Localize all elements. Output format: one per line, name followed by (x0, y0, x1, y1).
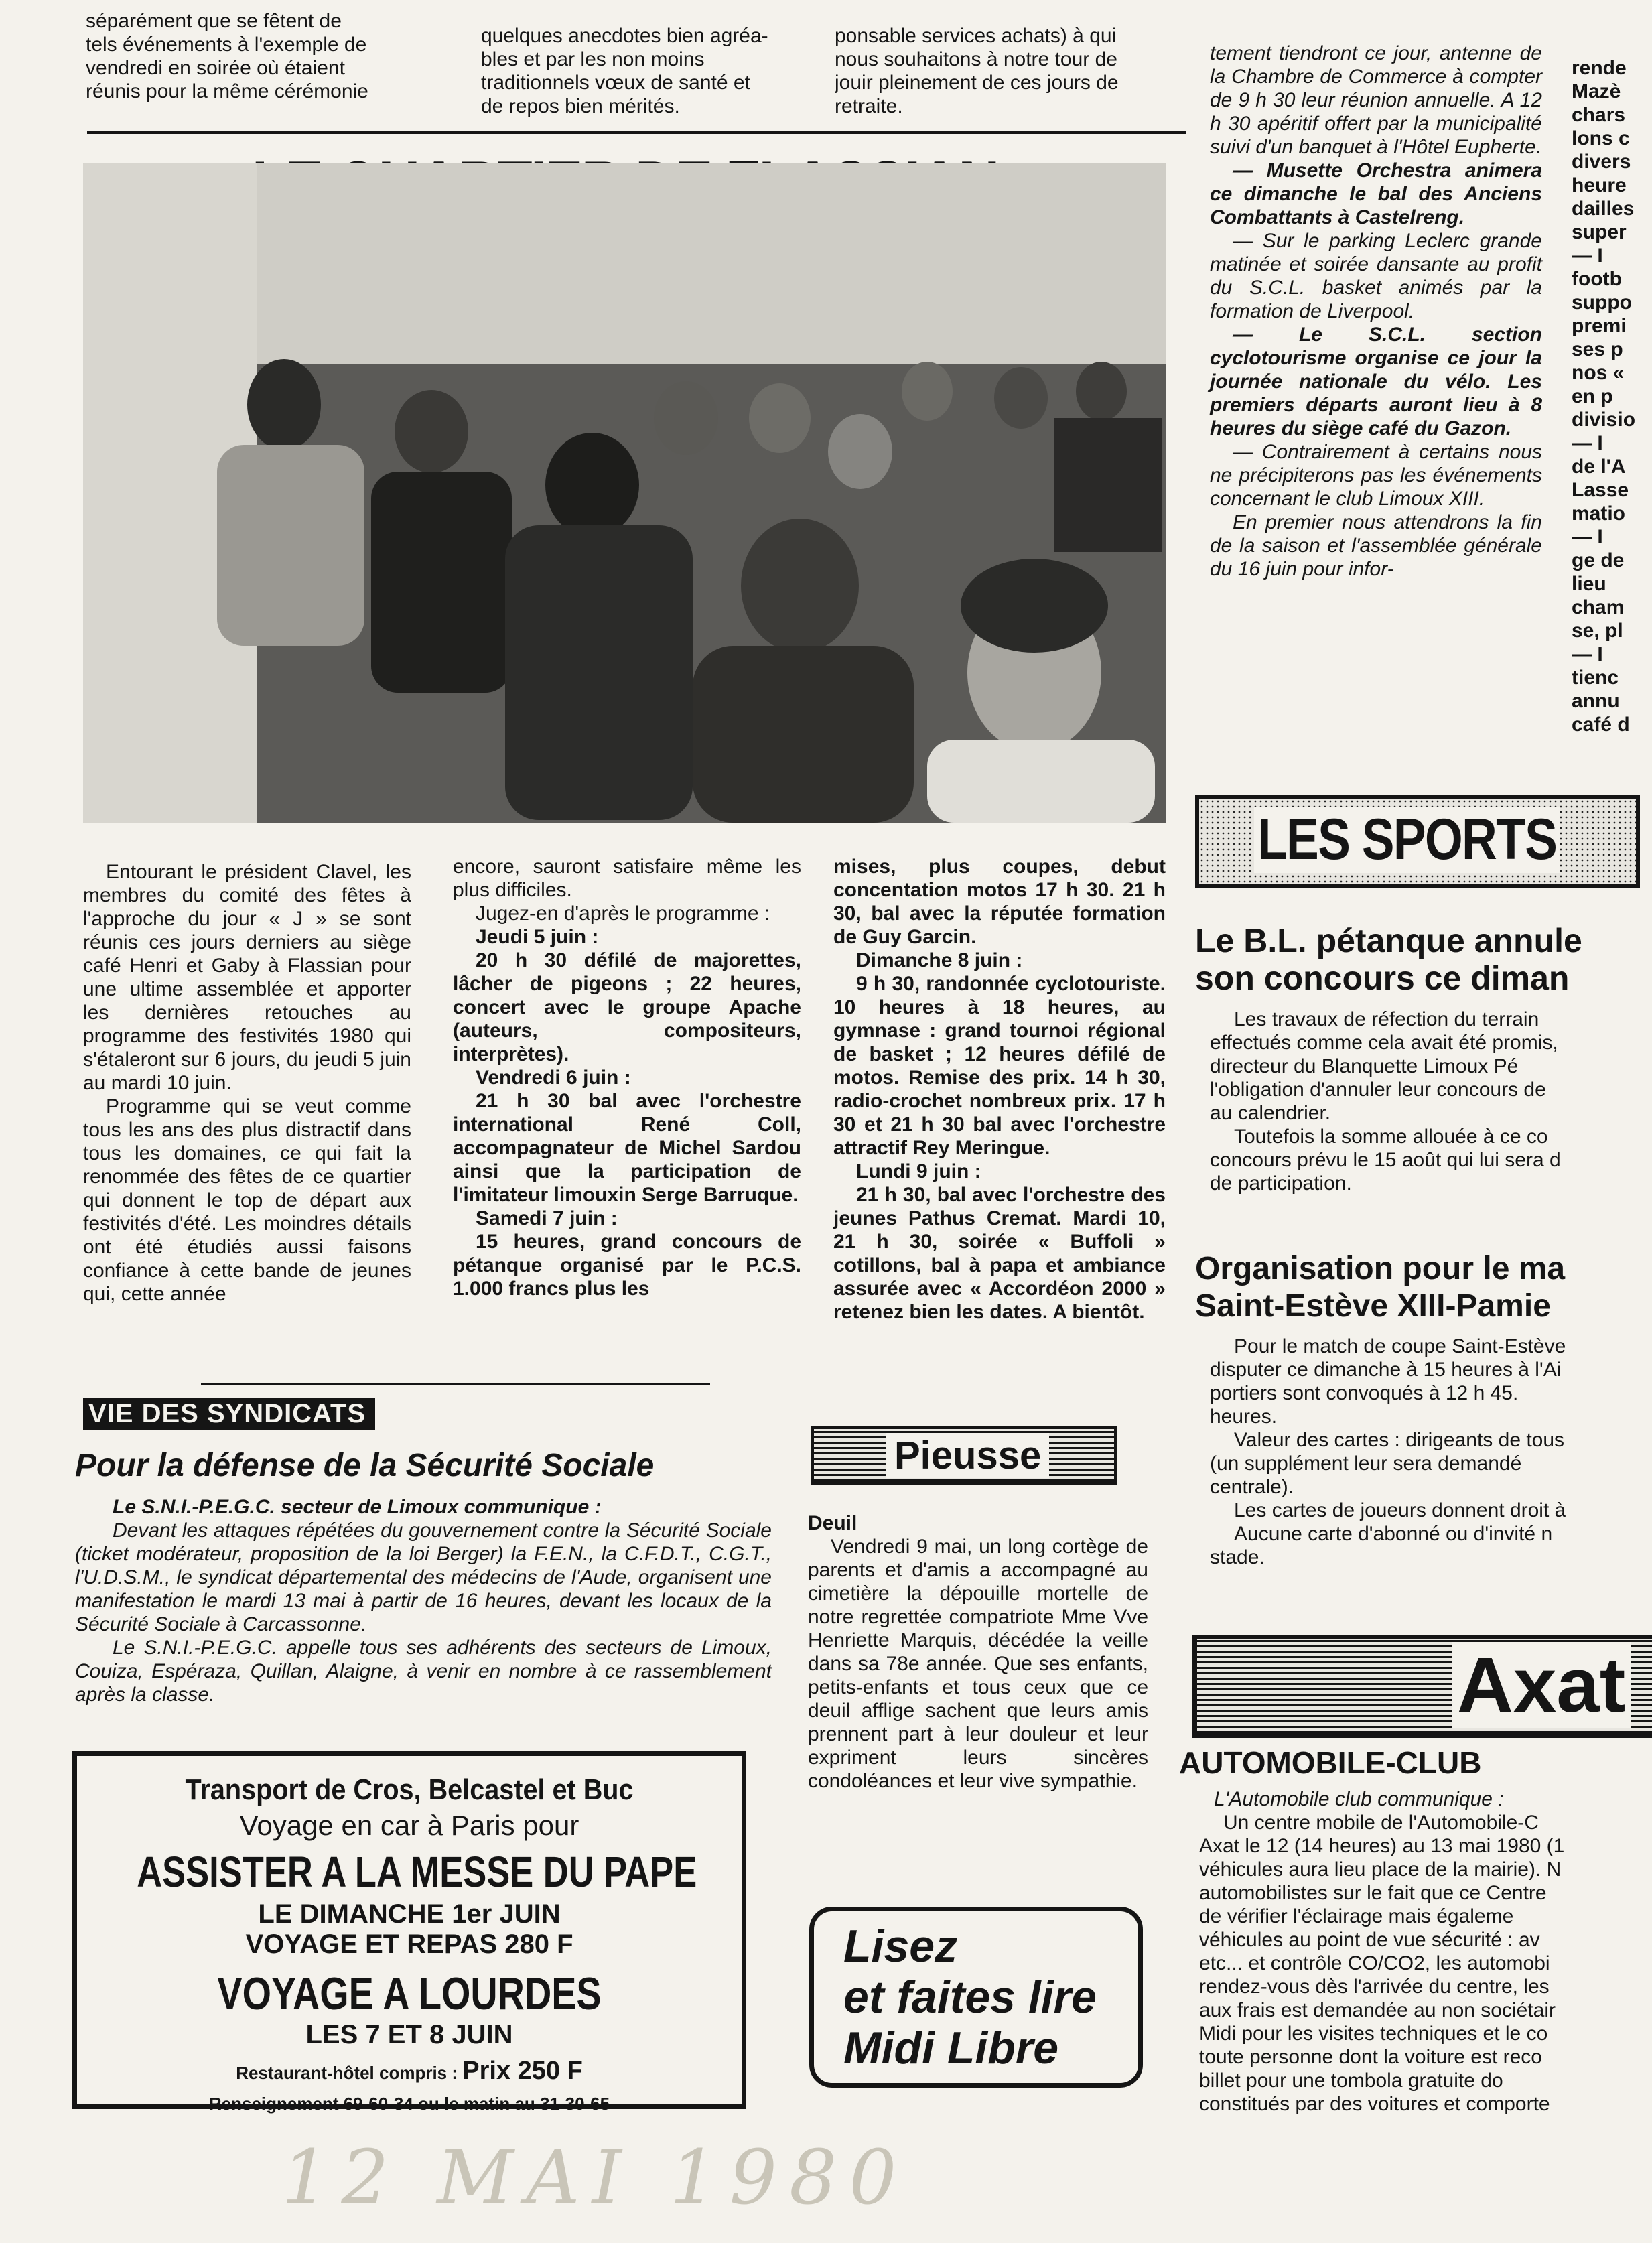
vendredi-title: Vendredi 6 juin : (476, 1067, 631, 1089)
text-line: de l'A (1572, 456, 1626, 478)
text-line: divers (1572, 151, 1631, 173)
flassian-intro-2: Jugez-en d'après le programme : (476, 902, 770, 925)
sports-label: LES SPORTS (1254, 807, 1560, 873)
text-line: divisio (1572, 409, 1636, 431)
petanque-title-line1: Le B.L. pétanque annule (1195, 922, 1582, 959)
ad-lourdes: VOYAGE A LOURDES (217, 1968, 602, 2019)
axat-section-header (1192, 1635, 1652, 1738)
text-line: — I (1572, 432, 1603, 454)
syndicats-title: Pour la défense de la Sécurité Sociale (75, 1448, 655, 1483)
divider (87, 131, 1186, 134)
transport-advertisement (72, 1751, 746, 2114)
top-fragment-col1 (86, 9, 427, 103)
text-line: lons c (1572, 127, 1630, 149)
org-title (1195, 1250, 1651, 1325)
lisez-line2: et faites lire (843, 1972, 1097, 2023)
ad-contact: Renseignement 69-60-34 ou le matin au 31-30-65 (208, 2094, 610, 2114)
flassian-paragraph-2: Programme qui se veut comme tous les ans des plus distractif dans tous les domaines, ce qui fait la renommée des fêtes de ce quartier qui donnent le top de départ aux festivités d'été. Les moindres détails ont été étudiés aussi faisons confiance à cette bande de jeunes qui, cette année (83, 1095, 411, 1305)
text-line: Midi pour les visites techniques et le co (1199, 2023, 1548, 2045)
right-paragraph-2: — Musette Orchestra animera ce dimanche le bal des Anciens Combattants à Castelreng. (1210, 159, 1542, 228)
syndicats-section-label: VIE DES SYNDICATS (83, 1398, 375, 1430)
org-title-line1: Organisation pour le ma (1195, 1251, 1566, 1286)
text-line: tienc (1572, 667, 1619, 689)
flassian-col2 (453, 855, 801, 1300)
text-line: rende (1572, 57, 1627, 79)
text-line: au calendrier. (1210, 1102, 1331, 1124)
dimanche-title: Dimanche 8 juin : (856, 949, 1023, 971)
text-line: jouir pleinement de ces jours de (835, 72, 1119, 94)
ad-price-lourdes (77, 2057, 742, 2086)
text-line: quelques anecdotes bien agréa- (481, 25, 768, 47)
axat-label: Axat (1452, 1642, 1631, 1728)
text-line: Aucune carte d'abonné ou d'invité n (1234, 1523, 1553, 1545)
ad-messe-pape: ASSISTER A LA MESSE DU PAPE (137, 1848, 697, 1896)
deuil-title: Deuil (808, 1512, 857, 1534)
text-line: aux frais est demandée au non sociétair (1199, 1999, 1556, 2021)
flassian-intro: encore, sauront satisfaire même les plus difficiles. (453, 856, 801, 901)
text-line: de repos bien mérités. (481, 95, 680, 117)
text-line: Valeur des cartes : dirigeants de tous (1234, 1429, 1565, 1451)
flassian-paragraph-1: Entourant le président Clavel, les membres du comité des fêtes à l'approche du jour « J » se sont réunis ces jours derniers au siège café Henri et Gaby à Flassian pour une ultime assemblée et apporter les dernières retouches au programme des festivités 1980 qui s'étaleront sur 6 jours, du jeudi 5 juin au mardi 10 juin. (83, 861, 411, 1094)
text-line: lieu (1572, 573, 1606, 595)
text-line: ge de (1572, 549, 1625, 571)
pieusse-section-header (811, 1426, 1117, 1485)
pieusse-label: Pieusse (886, 1433, 1049, 1478)
right-paragraph-4: — Le S.C.L. section cyclotourisme organise ce jour la journée nationale du vélo. Les premiers départs auront lieu à 8 heures du siège café du Gazon. (1210, 324, 1542, 439)
text-line: constitués par des voitures et comporte (1199, 2093, 1550, 2115)
samedi-text: 15 heures, grand concours de pétanque organisé par le P.C.S. 1.000 francs plus les (453, 1231, 801, 1300)
divider (201, 1383, 710, 1385)
text-line: effectués comme cela avait été promis, (1210, 1032, 1558, 1054)
text-line: billet pour une tombola gratuite do (1199, 2069, 1503, 2092)
text-line: Les cartes de joueurs donnent droit à (1234, 1499, 1566, 1521)
sports-section-header (1195, 795, 1640, 888)
ad-company: Transport de Cros, Belcastel et Buc (185, 1773, 634, 1806)
text-line: portiers sont convoqués à 12 h 45. (1210, 1382, 1519, 1404)
text-line: Un centre mobile de l'Automobile-C (1223, 1812, 1539, 1834)
text-line: heures. (1210, 1406, 1278, 1428)
flassian-col1 (83, 860, 411, 1306)
text-line: premi (1572, 315, 1627, 337)
text-line: de vérifier l'éclairage mais égaleme (1199, 1905, 1514, 1927)
right-paragraph-6: En premier nous attendrons la fin de la saison et l'assemblée générale du 16 juin pour infor- (1210, 511, 1542, 580)
automobile-club-heading: AUTOMOBILE-CLUB (1179, 1745, 1482, 1780)
org-body (1210, 1335, 1652, 1569)
petanque-body (1210, 1008, 1652, 1195)
text-line: cham (1572, 596, 1625, 618)
text-line: disputer ce dimanche à 15 heures à l'Ai (1210, 1359, 1562, 1381)
text-line: bles et par les non moins (481, 48, 705, 70)
lisez-line3: Midi Libre (843, 2023, 1059, 2074)
text-line: tels événements à l'exemple de (86, 33, 367, 56)
text-line: traditionnels vœux de santé et (481, 72, 750, 94)
text-line: heure (1572, 174, 1627, 196)
lundi-title: Lundi 9 juin : (856, 1160, 981, 1182)
jeudi-title: Jeudi 5 juin : (476, 926, 599, 948)
lundi-text: 21 h 30, bal avec l'orchestre des jeunes Pathus Cremat. Mardi 10, 21 h 30, soirée « Buffoli » cotillons, bal à papa et ambiance assurée avec « Accordéon 2000 » retenez bien les dates. A bientôt. (833, 1184, 1166, 1323)
samedi-title: Samedi 7 juin : (476, 1207, 618, 1229)
text-line: Mazè (1572, 80, 1621, 103)
text-line: se, pl (1572, 620, 1623, 642)
text-line: vendredi en soirée où étaient (86, 57, 345, 79)
right-paragraph-3: — Sur le parking Leclerc grande matinée et soirée dansante au profit du S.C.L. basket animés par la formation de Liverpool. (1210, 230, 1542, 322)
text-line: Toutefois la somme allouée à ce co (1234, 1126, 1548, 1148)
text-line: ponsable services achats) à qui (835, 25, 1117, 47)
text-line: — I (1572, 526, 1603, 548)
text-line: véhicules aura lieu place de la mairie). N (1199, 1858, 1562, 1881)
axat-intro: L'Automobile club communique : (1214, 1788, 1504, 1810)
text-line: Lasse (1572, 479, 1629, 501)
ad-date-lourdes: LES 7 ET 8 JUIN (305, 2020, 513, 2049)
festival-committee-photo (83, 163, 1166, 823)
text-line: l'obligation d'annuler leur concours de (1210, 1079, 1546, 1101)
ad-hotel-note: Restaurant-hôtel compris : (236, 2063, 463, 2083)
petanque-title-line2: son concours ce diman (1195, 959, 1570, 997)
ad-date-paris: LE DIMANCHE 1er JUIN (258, 1899, 561, 1929)
text-line: dailles (1572, 198, 1635, 220)
text-line: retraite. (835, 95, 903, 117)
text-line: séparément que se fêtent de (86, 10, 342, 32)
text-line: toute personne dont la voiture est reco (1199, 2046, 1542, 2068)
text-line: en p (1572, 385, 1613, 407)
text-line: nos « (1572, 362, 1625, 384)
handwritten-date: 12 MAI 1980 (281, 2134, 909, 2222)
axat-body (1199, 1787, 1652, 2116)
petanque-title (1195, 922, 1651, 997)
right-column (1210, 42, 1542, 581)
text-line: footb (1572, 268, 1622, 290)
text-line: automobilistes sur le fait que ce Centre (1199, 1882, 1547, 1904)
text-line: café d (1572, 713, 1630, 736)
text-line: — I (1572, 245, 1603, 267)
right-paragraph-1: tement tiendront ce jour, antenne de la Chambre de Commerce à compter de 9 h 30 leur réunion annuelle. A 12 h 30 apéritif offert par la municipalité suivi d'un banquet à l'Hôtel Eupherte. (1210, 42, 1542, 158)
text-line: de participation. (1210, 1172, 1352, 1195)
text-line: rendez-vous dès l'arrivée du centre, les (1199, 1976, 1550, 1998)
text-line: Axat le 12 (14 heures) au 13 mai 1980 (1 (1199, 1835, 1565, 1857)
syndicats-body (75, 1495, 772, 1706)
lisez-line1: Lisez (843, 1921, 958, 1972)
syndicats-paragraph-2: Le S.N.I.-P.E.G.C. appelle tous ses adhérents des secteurs de Limoux, Couiza, Espéraza, Quillan, Alaigne, à venir en nombre à ce rassemblement après la classe. (75, 1637, 772, 1706)
text-line: véhicules au point de vue sécurité : av (1199, 1929, 1540, 1951)
ad-price-paris: VOYAGE ET REPAS 280 F (245, 1929, 573, 1959)
pieusse-body (808, 1511, 1148, 1793)
text-line: concours prévu le 15 août qui lui sera d (1210, 1149, 1561, 1171)
ad-trip-paris: Voyage en car à Paris pour (239, 1810, 579, 1841)
text-line: nous souhaitons à notre tour de (835, 48, 1117, 70)
syndicats-paragraph-1: Devant les attaques répétées du gouvernement contre la Sécurité Sociale (ticket modérateur, proposition de la loi Berger) la F.E.N., la C.F.D.T., C.G.T., l'U.D.S.M., le syndicat départemental des médecins de l'Aude, organisent une manifestation le mardi 13 mai à partir de 16 heures, devant les locaux de la Sécurité Sociale à Carcassonne. (75, 1519, 772, 1635)
deuil-text: Vendredi 9 mai, un long cortège de parents et d'amis a accompagné au cimetière la dépouille mortelle de notre regrettée compatriote Mme Vve Henriette Marquis, décédée la veille dans sa 78e année. Que ses enfants, petits-enfants et tous ceux que ce deuil afflige sachent que leurs amis prennent part à leur douleur et leur expriment leurs sincères condoléances et leur vive sympathie. (808, 1536, 1148, 1792)
text-line: annu (1572, 690, 1620, 712)
flassian-col3 (833, 855, 1166, 1324)
dimanche-text: 9 h 30, randonnée cyclotouriste. 10 heures à 18 heures, au gymnase : grand tournoi régional de basket ; 12 heures défilé de motos. Remise des prix. 14 h 30, radio-crochet nombreux prix. 17 h 30 et 21 h 30 bal avec l'orchestre attractif Rey Meringue. (833, 973, 1166, 1159)
vendredi-text: 21 h 30 bal avec l'orchestre international René Coll, accompagnateur de Michel Sardou ainsi que la participation de l'imitateur limouxin Serge Barruque. (453, 1090, 801, 1206)
edge-column (1572, 56, 1645, 736)
text-line: réunis pour la même cérémonie (86, 80, 368, 103)
text-line: ses p (1572, 338, 1623, 360)
text-line: Pour le match de coupe Saint-Estève (1234, 1335, 1566, 1357)
right-paragraph-5: — Contrairement à certains nous ne précipiterons pas les événements concernant le club Limoux XIII. (1210, 441, 1542, 510)
top-fragment-col2 (481, 24, 816, 118)
text-line: super (1572, 221, 1627, 243)
text-line: directeur du Blanquette Limoux Pé (1210, 1055, 1519, 1077)
flassian-col3-text: mises, plus coupes, debut concentation motos 17 h 30. 21 h 30, bal avec la réputée formation de Guy Garcin. (833, 856, 1166, 948)
text-line: matio (1572, 502, 1626, 525)
ad-price-value: Prix 250 F (462, 2057, 583, 2085)
text-line: Les travaux de réfection du terrain (1234, 1008, 1539, 1030)
syndicats-intro: Le S.N.I.-P.E.G.C. secteur de Limoux communique : (113, 1496, 602, 1518)
text-line: chars (1572, 104, 1626, 126)
org-title-line2: Saint-Estève XIII-Pamie (1195, 1288, 1551, 1324)
top-fragment-col3 (835, 24, 1183, 118)
text-line: etc... et contrôle CO/CO2, les automobi (1199, 1952, 1550, 1974)
text-line: suppo (1572, 291, 1632, 314)
text-line: — I (1572, 643, 1603, 665)
text-line: centrale). (1210, 1476, 1294, 1498)
text-line: (un supplément leur sera demandé (1210, 1452, 1522, 1475)
text-line: stade. (1210, 1546, 1265, 1568)
midi-libre-promo (809, 1907, 1143, 2088)
jeudi-text: 20 h 30 défilé de majorettes, lâcher de pigeons ; 22 heures, concert avec le groupe Apache (auteurs, compositeurs, interprètes). (453, 949, 801, 1065)
